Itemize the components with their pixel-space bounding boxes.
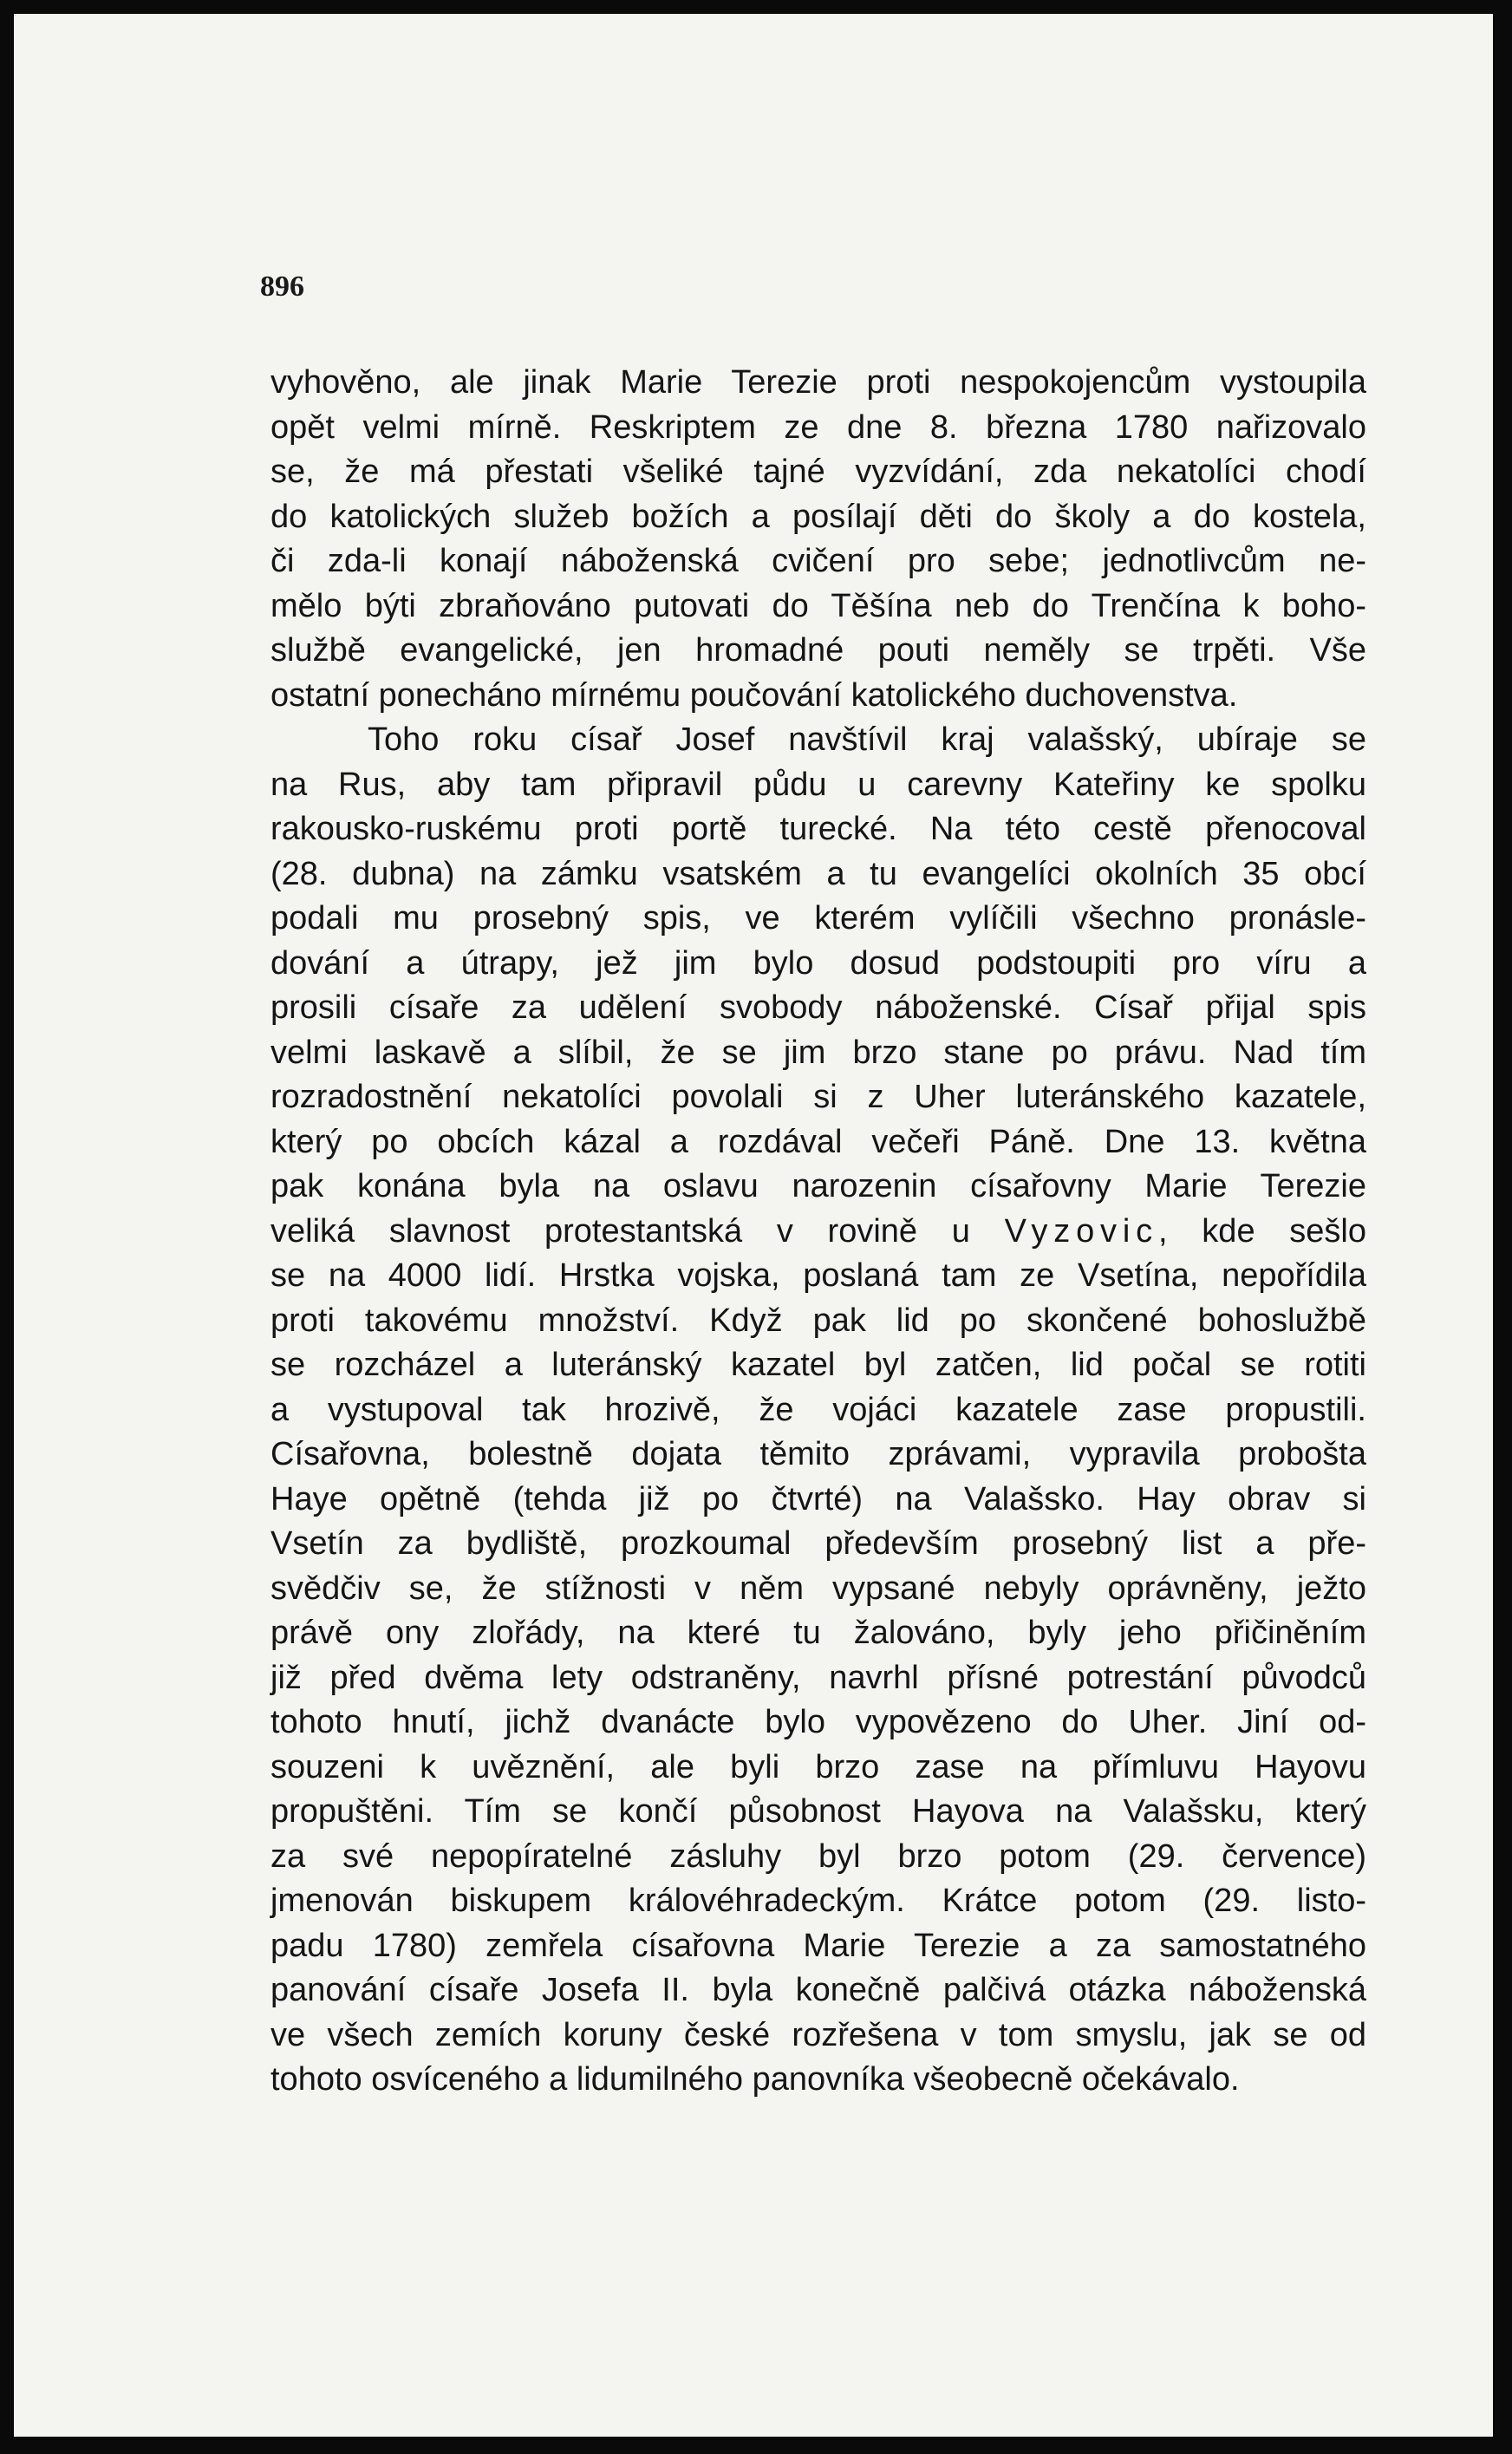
text-line: velmi laskavě a slíbil, že se jim brzo stane po právu. Nad tím (270, 1034, 1366, 1071)
text-line-head: veliká slavnost protestantská v rovině u (270, 1212, 970, 1250)
book-page (14, 14, 1493, 2437)
text-line: se rozcházel a luteránský kazatel byl zatčen, lid počal se rotiti (270, 1347, 1366, 1383)
text-line: právě ony zlořády, na které tu žalováno, byly jeho přičiněním (270, 1615, 1366, 1651)
text-line: na Rus, aby tam připravil půdu u carevny Kateřiny ke spolku (270, 766, 1366, 803)
text-line: Haye opětně (tehda již po čtvrté) na Valašsko. Hay obrav si (270, 1480, 1366, 1517)
text-line: proti takovému množství. Když pak lid po skončené bohoslužbě (270, 1302, 1366, 1339)
text-line: padu 1780) zemřela císařovna Marie Terezie a za samostatného (270, 1927, 1366, 1964)
text-line: či zda-li konají náboženská cvičení pro sebe; jednotlivcům ne- (270, 543, 1366, 579)
text-line: mělo býti zbraňováno putovati do Těšína neb do Trenčína k boho- (270, 587, 1366, 624)
text-line: ve všech zemích koruny české rozřešena v tom smyslu, jak se od (270, 2016, 1366, 2053)
text-line: Toho roku císař Josef navštívil kraj valašský, ubíraje se (368, 721, 1366, 758)
text-line: se, že má přestati všeliké tajné vyzvídání, zda nekatolíci chodí (270, 454, 1366, 490)
body-text (270, 361, 1366, 2103)
text-line: opět velmi mírně. Reskriptem ze dne 8. března 1780 nařizovalo (270, 408, 1366, 446)
text-line: jmenován biskupem královéhradeckým. Krátce potom (29. listo- (270, 1883, 1366, 1919)
page-number: 896 (260, 271, 304, 303)
text-line: souzeni k uvěznění, ale byli brzo zase na přímluvu Hayovu (270, 1748, 1366, 1785)
text-line: Vsetín za bydliště, prozkoumal především prosebný list a pře- (270, 1525, 1366, 1562)
text-line: dování a útrapy, jež jim bylo dosud podstoupiti pro víru a (270, 944, 1366, 982)
text-line: podali mu prosebný spis, ve kterém vylíčili všechno pronásle- (270, 900, 1366, 937)
text-line: rakousko-ruskému proti portě turecké. Na této cestě přenocoval (270, 811, 1366, 847)
text-line: se na 4000 lidí. Hrstka vojska, poslaná tam ze Vsetína, nepořídila (270, 1257, 1366, 1294)
text-line: prosili císaře za udělení svobody náboženské. Císař přijal spis (270, 989, 1366, 1026)
spaced-place-name: Vyzovic (1004, 1212, 1159, 1250)
text-line: pak konána byla na oslavu narozenin císařovny Marie Terezie (270, 1168, 1366, 1204)
text-line: panování císaře Josefa II. byla konečně palčivá otázka náboženská (270, 1972, 1366, 2008)
text-line-with-spaced-word (270, 1210, 1366, 1255)
text-line: propuštěni. Tím se končí působnost Hayova na Valašsku, který (270, 1793, 1366, 1830)
text-line: rozradostnění nekatolíci povolali si z Uher luteránského kazatele, (270, 1079, 1366, 1115)
text-line: Císařovna, bolestně dojata těmito zprávami, vypravila proboštа (270, 1436, 1366, 1472)
text-line: tohoto osvíceného a lidumilného panovníka všeobecně očekávalo. (270, 2061, 1240, 2098)
text-line: tohoto hnutí, jichž dvanácte bylo vypovězeno do Uher. Jiní od- (270, 1704, 1366, 1740)
text-line: (28. dubna) na zámku vsatském a tu evangelíci okolních 35 obcí (270, 855, 1366, 892)
text-line: již před dvěma lety odstraněny, navrhl přísné potrestání původců (270, 1659, 1366, 1696)
text-line: který po obcích kázal a rozdával večeři Páně. Dne 13. května (270, 1123, 1366, 1160)
text-line: do katolických služeb božích a posílají děti do školy a do kostela, (270, 498, 1366, 535)
text-line: vyhověno, ale jinak Marie Terezie proti nespokojencům vystoupila (270, 364, 1366, 401)
text-line: službě evangelické, jen hromadné pouti neměly se trpěti. Vše (270, 632, 1366, 669)
text-line: svědčiv se, že stížnosti v něm vypsané nebyly oprávněny, ježto (270, 1570, 1366, 1607)
text-line: za své nepopíratelné zásluhy byl brzo potom (29. července) (270, 1837, 1366, 1875)
text-line: a vystupoval tak hrozivě, že vojáci kazatele zase propustili. (270, 1391, 1366, 1428)
text-line: ostatní ponecháno mírnému poučování katolického duchovenstva. (270, 676, 1238, 714)
text-line-tail: , kde sešlo (1158, 1212, 1366, 1250)
